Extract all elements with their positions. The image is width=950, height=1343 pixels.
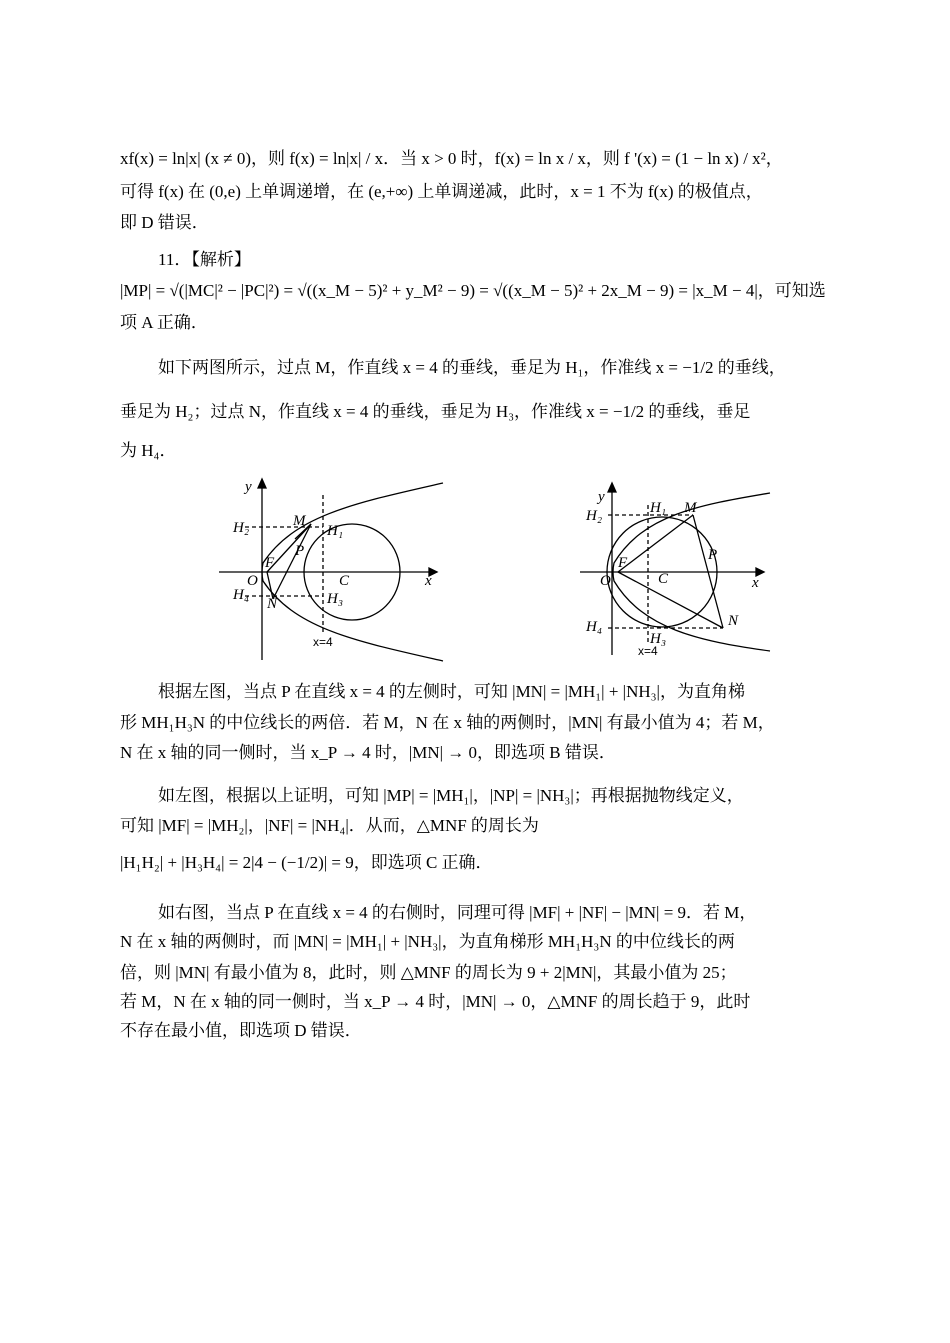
line-x4-label: x=4	[313, 635, 333, 649]
H3-label: H₃	[650, 631, 667, 647]
point-P-label: P	[295, 543, 305, 559]
text-line-15: |H₁H₂| + |H₃H₄| = 2|4 − (−1/2)| = 9，即选项 C 正确．	[120, 853, 493, 872]
H2-label: H₂	[233, 520, 250, 536]
text-line-12: N 在 x 轴的同一侧时，当 x_P → 4 时，|MN| → 0，即选项 B 错误．	[120, 743, 616, 762]
center-label: C	[339, 573, 350, 589]
origin-label: O	[247, 573, 258, 589]
line-x4-label: x=4	[638, 644, 658, 658]
problem-11-heading: 11．【解析】	[158, 250, 251, 269]
center-label: C	[658, 571, 669, 587]
left-figure	[215, 475, 450, 665]
text-line-9: 为 H₄．	[120, 441, 177, 460]
text-line-17: N 在 x 轴的两侧时，而 |MN| = |MH₁| + |NH₃|，为直角梯形 MH₁H₃N 的中位线长的两	[120, 932, 735, 951]
text-line-19: 若 M，N 在 x 轴的同一侧时，当 x_P → 4 时，|MN| → 0，△MNF 的周长趋于 9，此时	[120, 992, 751, 1011]
point-N-label: N	[267, 596, 278, 612]
text-line-1: xf(x) = ln|x| (x ≠ 0)，则 f(x) = ln|x| / x．当 x > 0 时，f(x) = ln x / x，则 f '(x) = (1 − ln x) / x²，	[120, 149, 783, 168]
text-line-16: 如右图，当点 P 在直线 x = 4 的右侧时，同理可得 |MF| + |NF| − |MN| = 9．若 M，	[158, 903, 757, 922]
H3-label: H₃	[327, 591, 344, 607]
text-line-10: 根据左图，当点 P 在直线 x = 4 的左侧时，可知 |MN| = |MH₁| + |NH₃|，为直角梯	[158, 682, 745, 701]
H1-label: H₁	[650, 500, 667, 516]
text-line-2: 可得 f(x) 在 (0,e) 上单调递增，在 (e,+∞) 上单调递减，此时，x = 1 不为 f(x) 的极值点，	[120, 182, 763, 201]
text-line-6: 项 A 正确．	[120, 313, 208, 332]
H4-label: H₄	[586, 619, 603, 635]
y-label: y	[245, 479, 252, 495]
H2-label: H₂	[586, 508, 603, 524]
H4-label: H₄	[233, 587, 250, 603]
point-M-label: M	[293, 513, 306, 529]
text-line-20: 不存在最小值，即选项 D 错误．	[120, 1021, 362, 1040]
text-line-8: 垂足为 H₂；过点 N，作直线 x = 4 的垂线，垂足为 H₃，作准线 x = −1/2 的垂线，垂足	[120, 402, 751, 421]
text-line-14: 可知 |MF| = |MH₂|，|NF| = |NH₄|．从而，△MNF 的周长为	[120, 816, 539, 835]
point-M-label: M	[684, 500, 697, 516]
text-line-5: |MP| = √(|MC|² − |PC|²) = √((x_M − 5)² + y_M² − 9) = √((x_M − 5)² + 2x_M − 9) = |x_M − 4|，可知选	[120, 281, 826, 300]
x-label: x	[425, 573, 432, 589]
text-line-7: 如下两图所示，过点 M，作直线 x = 4 的垂线，垂足为 H₁，作准线 x = −1/2 的垂线，	[158, 358, 786, 377]
text-line-11: 形 MH₁H₃N 的中位线长的两倍．若 M，N 在 x 轴的两侧时，|MN| 有最小值为 4；若 M，	[120, 713, 775, 732]
text-line-13: 如左图，根据以上证明，可知 |MP| = |MH₁|，|NP| = |NH₃|；再根据抛物线定义，	[158, 786, 744, 805]
x-label: x	[752, 575, 759, 591]
text-line-18: 倍，则 |MN| 有最小值为 8，此时，则 △MNF 的周长为 9 + 2|MN|，其最小值为 25；	[120, 963, 737, 982]
H1-label: H₁	[327, 523, 344, 539]
focus-label: F	[265, 555, 275, 571]
right-figure	[578, 475, 778, 665]
text-line-3: 即 D 错误．	[120, 213, 209, 232]
focus-label: F	[618, 555, 628, 571]
origin-label: O	[600, 573, 611, 589]
y-label: y	[598, 489, 605, 505]
point-P-label: P	[708, 547, 718, 563]
point-N-label: N	[728, 613, 739, 629]
